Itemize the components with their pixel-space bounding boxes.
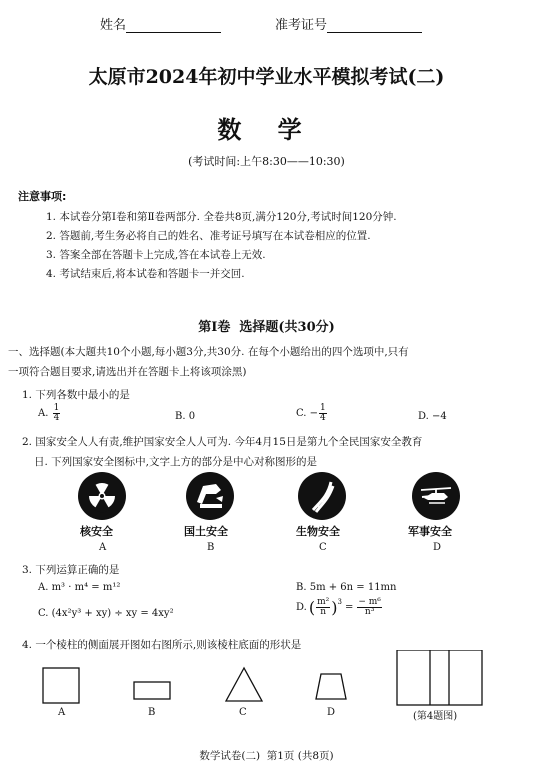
page-footer: 数学试卷(二) 第1页 (共8页) [199, 750, 334, 762]
note-item: 1. 本试卷分第Ⅰ卷和第Ⅱ卷两部分. 全卷共8页,满分120分,考试时间120分钟. [46, 211, 397, 223]
q3-option-b[interactable]: B. 5m + 6n = 11mn [296, 582, 397, 593]
q2-option-b-letter: B [207, 542, 215, 553]
q4-option-b[interactable]: B [148, 707, 156, 718]
q4-option-a[interactable]: A [58, 707, 66, 718]
q3-option-c[interactable]: C. (4x²y³ + xy) ÷ xy = 4xy² [38, 608, 174, 619]
q1-option-c[interactable]: C. − $\frac{1}{4}$ [296, 403, 326, 423]
q3-option-a[interactable]: A. m³ · m⁴ = m¹² [38, 582, 121, 593]
radiation-icon [78, 472, 126, 520]
dna-icon [298, 472, 346, 520]
triangle-shape [226, 668, 262, 701]
q3-option-d[interactable]: D. ( $\frac{\text{m²}}{n}$ ) $^3$ = $\frac{\text{− m⁶}}{\text{n³}}$ [296, 597, 381, 617]
section-intro-line2: 一项符合题目要求,请选出并在答题卡上将该项涂黑) [8, 366, 247, 378]
exam-title: 太原市2024年初中学业水平模拟考试(二) [88, 66, 445, 88]
name-label: 姓名 [100, 18, 127, 33]
section-intro-line1: 一、选择题(本大题共10个小题,每小题3分,共30分. 在每个小题给出的四个选项中,只有 [8, 346, 409, 358]
q2-option-d-letter: D [433, 542, 442, 553]
q3-stem: 3. 下列运算正确的是 [22, 564, 120, 576]
square-shape [43, 668, 79, 703]
q2-option-a-letter: A [99, 542, 107, 553]
q2-line1: 2. 国家安全人人有责,维护国家安全人人可为. 今年4月15日是第九个全民国家安全教育 [22, 436, 423, 448]
q1-stem: 1. 下列各数中最小的是 [22, 389, 130, 401]
notes-heading: 注意事项: [18, 190, 67, 203]
subject-title: 数 学 [217, 116, 316, 144]
territory-icon [186, 472, 234, 520]
q2-option-c-label: 生物安全 [296, 525, 340, 538]
exam-time: (考试时间:上午8:30——10:30) [188, 155, 345, 168]
note-item: 2. 答题前,考生务必将自己的姓名、准考证号填写在本试卷相应的位置. [46, 230, 371, 242]
q1-option-a[interactable]: A. $\frac{1}{4}$ [38, 403, 60, 423]
q4-stem: 4. 一个棱柱的侧面展开图如右图所示,则该棱柱底面的形状是 [22, 639, 302, 651]
note-item: 3. 答案全部在答题卡上完成,答在本试卷上无效. [46, 249, 266, 261]
trapezoid-shape [316, 674, 346, 699]
q2-option-c-letter: C [319, 542, 327, 553]
q2-option-a-label: 核安全 [80, 525, 113, 538]
q4-option-c[interactable]: C [239, 707, 247, 718]
unfolded-net-figure [397, 650, 482, 705]
note-item: 4. 考试结束后,将本试卷和答题卡一并交回. [46, 268, 245, 280]
exam-id-field[interactable] [327, 18, 422, 33]
q1-option-b[interactable]: B. 0 [175, 411, 196, 422]
section-title: 第Ⅰ卷 选择题(共30分) [198, 320, 335, 335]
q2-option-b-label: 国土安全 [184, 525, 228, 538]
exam-id-label: 准考证号 [275, 18, 328, 33]
notes-list [46, 208, 397, 284]
q4-option-d[interactable]: D [327, 707, 336, 718]
q2-line2: 日. 下列国家安全图标中,文字上方的部分是中心对称图形的是 [34, 456, 318, 468]
figure-caption: (第4题图) [413, 711, 458, 722]
rectangle-shape [134, 682, 170, 699]
q1-option-d[interactable]: D. −4 [418, 411, 447, 422]
q2-option-d-label: 军事安全 [408, 525, 452, 538]
name-field[interactable] [126, 18, 221, 33]
helicopter-icon [412, 472, 460, 520]
